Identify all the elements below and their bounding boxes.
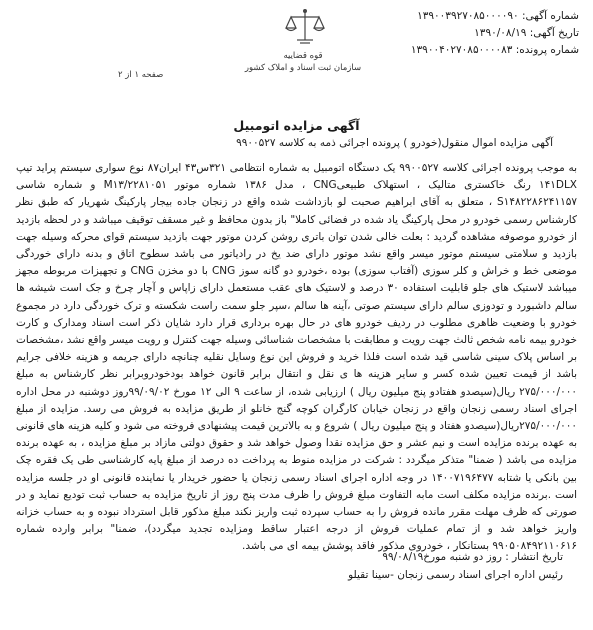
publish-date: تاریخ انتشار : روز دو شنبه مورخ۹۹/۰۸/۱۹ (382, 551, 563, 563)
org-line-1: قوه قضاییه (283, 51, 323, 61)
notice-metadata (329, 8, 579, 59)
page-number: صفحه ۱ از ۲ (118, 70, 164, 80)
notice-number: شماره آگهی: ۱۳۹۰۰۳۹۲۷۰۸۵۰۰۰۰۹۰ (417, 10, 579, 22)
notice-subtitle: آگهی مزایده اموال منقول(خودرو ) پرونده اجرائی ذمه به کلاسه ۹۹۰۰۵۲۷ (236, 137, 553, 149)
signature: رئیس اداره اجرای اسناد رسمی زنجان -سینا تقیلو (348, 569, 563, 581)
notice-body: به موجب پرونده اجرائی کلاسه ۹۹۰۰۵۲۷ یک دستگاه اتومبیل به شماره انتظامی ۳۲۱س۴۳ ایران۸۷ نوع سواری سیستم پراید تیپ ۱۴۱DLX رنگ خاکستری متالیک ، استهلاک طبیعیCNG ، مدل ۱۳۸۶ شماره موتور M۱۳/۲۲۸۱۰۵۱ و شماره شاسی S۱۴۸۲۲۸۶۲۴۱۱۵۷ ، متعلق به آقای ابراهیم صحبت لو بازداشت شده واقع در زنجان جاده بیجار پارکینگ شهریار که طبق نظر کارشناس رسمی خودرو در محل پارکینگ یاد شده در فضائی کاملا" باز بدون محافظ و غیر مسقف توقیف میباشد و در لحظه بازدید از خودرو موصوفه مشاهده گردید : بعلت خالی شدن توان باتری روشن کردن موتور جهت بازدید سیستم قوای محرکه وسیله جهت بازدید و سلامتی سیستم موتور میسر واقع نشد موتور دارای ضد یخ در رادیاتور می باشد سطوح اتاق و بدنه دارای خوردگی موضعی خط و خراش و کلر سوزی (آفتاب سوزی) بوده ،خودرو دو گانه سوز CNG با دو مخزن CNG و تجهیزات مربوطه مجهز میباشد لاستیک های جلو قابلیت استفاده ۳۰ درصد و لاستیک های عقب مستعمل دارای زاپاس و آچار چرخ و جک است شیشه ها سالم داشبورد و تودوزی سالم دارای سیستم صوتی ،آینه ها سالم ،سپر جلو سمت راست شکسته و ترک خوردگی دارد در مجموع خودرو با وضعیت ظاهری مطلوب در ردیف خودرو های در حال بهره برداری قرار دارد شایان ذکر است اسناد ومدارک و کارت خودرو بیمه نامه شخص ثالث جهت رویت و مطابقت با مشخصات شناسائی وسیله جهت کنترل و رویت میسر واقع نشد ،مشخصات بر اساس پلاک سینی شاسی قید شده است فلذا خرید و فروش این نوع وسایل نقلیه چنانچه دارای جریمه و هزینه خلافی جرایم باشد از قیمت تعیین شده کسر و سایر هزینه ها ی نقل و انتقال برابر قانون خواهد بودخودروبرابر نظر کارشناس به مبلغ ۲۷۵/۰۰۰/۰۰۰ ریال(سیصدو هفتادو پنج میلیون ریال ) ارزیابی شده، از ساعت ۹ الی ۱۲ مورخ ۹۹/۰۹/۰۲روز دوشنبه در محل اداره اجرای اسناد رسمی زنجان واقع در زنجان خیابان کارگران کوچه گنج خانلو از طریق مزایده به فروش می رسد. مزایده از مبلغ ۲۷۵/۰۰۰/۰۰۰ریال(سیصدو هفتاد و پنج میلیون ریال ) شروع و به بالاترین قیمت پیشنهادی فروخته می شود و کلیه هزینه های قانونی به عهده برنده مزایده است و نیم عشر و حق مزایده نقدا وصول خواهد شد و حقوق دولتی مازاد بر مبلغ مزایده ، به عهده برنده مزایده می باشد ( ضمنا" متذکر میگردد : شرکت در مزایده منوط به پرداخت ده درصد از مبلغ پایه کارشناسی طی یک فقره چک بین بانکی یا شتابه ۱۴۰۰۷۱۹۶۴۷۷ در وجه اداره اجرای اسناد رسمی زنجان یا حضور خریدار یا نماینده قانونی او در جلسه مزایده است .برنده مزایده مکلف است مابه التفاوت مبلغ فروش را ظرف مدت پنج روز از تاریخ مزایده به حساب ثبت تودیع نماید و در صورتی که ظرف مهلت مقرر مانده فروش را به حساب سپرده ثبت واریز نکند مبلغ مذکور قابل استرداد نبوده و به حساب خزانه واریز خواهد شد و از تمام عملیات فروش از درجه اعتبار ساقط ومزایده تجدید میگردد)، ضمنا" برابر وارده شماره ۹۹۰۵۰۸۴۹۲۱۱۰۶۱۶ بستانکار ، خودروی مذکور فاقد پوشش بیمه ای می باشد. (16, 162, 578, 553)
notice-footer (263, 548, 563, 584)
notice-date: تاریخ آگهی: ۱۳۹۰/۰۸/۱۹ (474, 27, 579, 39)
case-number: شماره پرونده: ۱۳۹۰۰۴۰۲۷۰۸۵۰۰۰۰۸۳ (410, 44, 579, 56)
judiciary-emblem-icon (282, 6, 328, 46)
notice-title: آگهی مزایده اتومبیل (233, 118, 360, 133)
organization-name (243, 50, 363, 74)
org-line-2: سازمان ثبت اسناد و املاک کشور (244, 63, 362, 73)
